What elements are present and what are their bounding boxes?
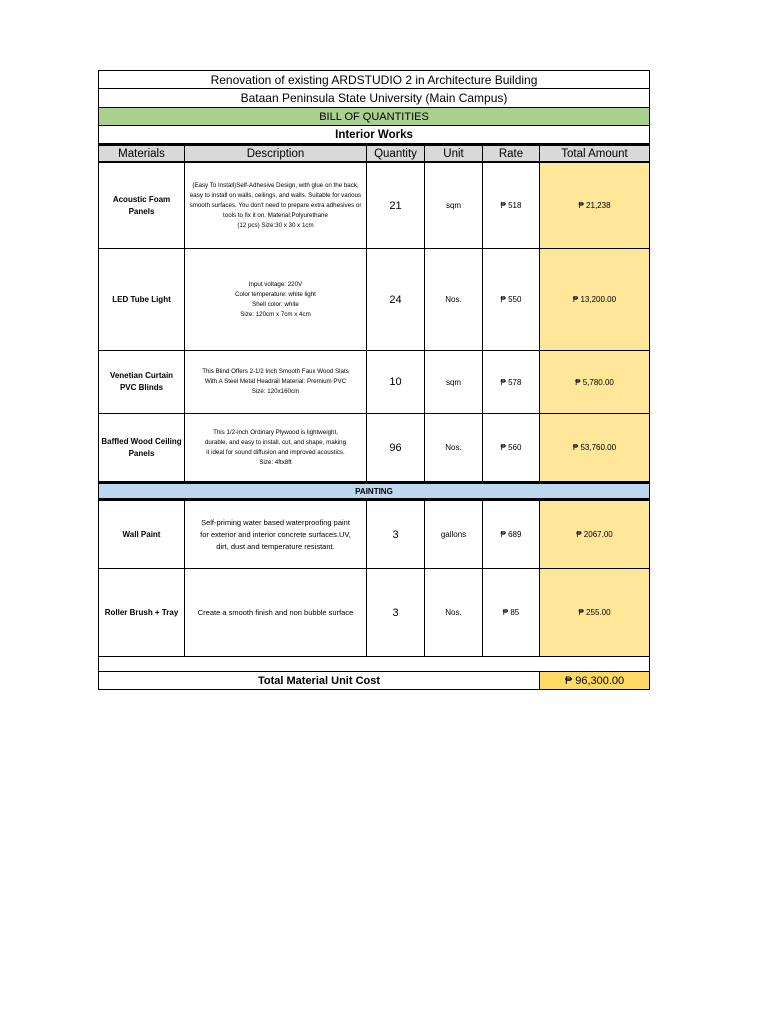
blank-row — [98, 657, 650, 672]
description-line: tools to fix it on. Material:Polyurethane — [223, 211, 328, 219]
material-name: Roller Brush + Tray — [99, 569, 185, 656]
description-line: smooth surfaces. You don't need to prepare extra adhesives or — [189, 201, 362, 209]
total-amount-value: ₱ 255.00 — [540, 569, 649, 656]
boq-row — [98, 108, 650, 126]
quantity-value: 3 — [367, 501, 425, 568]
total-row — [98, 672, 650, 690]
material-name: Wall Paint — [99, 501, 185, 568]
material-description — [185, 249, 367, 350]
rate-value: ₱ 560 — [483, 414, 540, 481]
total-amount-value: ₱ 5,780.00 — [540, 351, 649, 413]
quantity-value: 10 — [367, 351, 425, 413]
material-description — [185, 351, 367, 413]
section-row — [98, 126, 650, 144]
material-description — [185, 163, 367, 248]
quantity-value: 24 — [367, 249, 425, 350]
description-line: easy to install on walls, ceilings, and walls. Suitable for various — [189, 191, 362, 199]
total-amount-value: ₱ 53,760.00 — [540, 414, 649, 481]
unit-value: sqm — [425, 351, 483, 413]
header-unit: Unit — [425, 146, 483, 161]
description-line: dirt, dust and temperature resistant. — [216, 541, 335, 551]
section-heading: Interior Works — [335, 128, 413, 141]
title-row — [98, 70, 650, 89]
description-line: (12 pcs) Size:30 x 30 x 1cm — [237, 221, 314, 229]
rate-value: ₱ 578 — [483, 351, 540, 413]
header-description: Description — [185, 146, 367, 161]
description-line: (Easy To Install)Self-Adhesive Design, with glue on the back, — [192, 181, 359, 189]
description-line: This Blind Offers 2-1/2 Inch Smooth Faux Wood Slats — [202, 368, 349, 375]
column-header-row — [98, 144, 650, 163]
description-line: Size: 4ftx8ft — [259, 458, 292, 466]
total-amount-value: ₱ 2067.00 — [540, 501, 649, 568]
rate-value: ₱ 689 — [483, 501, 540, 568]
description-line: for exterior and interior concrete surfaces.UV, — [200, 529, 351, 539]
unit-value: Nos. — [425, 569, 483, 656]
description-line: With A Steel Metal Headrail Material: Premium PVC — [204, 378, 347, 385]
material-description — [185, 569, 367, 656]
rate-value: ₱ 85 — [483, 569, 540, 656]
painting-heading: PAINTING — [99, 482, 649, 500]
table-row — [98, 569, 650, 657]
material-description — [185, 414, 367, 481]
material-description — [185, 501, 367, 568]
material-name: LED Tube Light — [99, 249, 185, 350]
description-line: Self-priming water based waterproofing paint — [201, 517, 350, 527]
unit-value: Nos. — [425, 414, 483, 481]
table-row — [98, 501, 650, 569]
description-line: Shell color: white — [252, 300, 299, 308]
material-name: Acoustic Foam Panels — [99, 163, 185, 248]
quantity-value: 96 — [367, 414, 425, 481]
description-line: This 1/2-inch Ordinary Plywood is lightweight, — [213, 428, 338, 436]
header-rate: Rate — [483, 146, 540, 161]
quantity-value: 3 — [367, 569, 425, 656]
description-line: Create a smooth finish and non bubble surface — [197, 607, 354, 617]
table-row — [98, 163, 650, 249]
unit-value: gallons — [425, 501, 483, 568]
sheet-subtitle: Bataan Peninsula State University (Main Campus) — [240, 91, 508, 105]
rate-value: ₱ 550 — [483, 249, 540, 350]
table-row — [98, 249, 650, 351]
material-name: Venetian Curtain PVC Blinds — [99, 351, 185, 413]
table-row — [98, 414, 650, 482]
bill-of-quantities-sheet — [98, 70, 650, 690]
total-amount-value: ₱ 21,238 — [540, 163, 649, 248]
unit-value: Nos. — [425, 249, 483, 350]
header-total-amount: Total Amount — [540, 146, 649, 161]
total-label: Total Material Unit Cost — [99, 672, 540, 689]
material-name: Baffled Wood Ceiling Panels — [99, 414, 185, 481]
quantity-value: 21 — [367, 163, 425, 248]
header-materials: Materials — [99, 146, 185, 161]
description-line: Color temperature: white light — [235, 290, 316, 298]
sheet-title: Renovation of existing ARDSTUDIO 2 in Architecture Building — [210, 72, 538, 87]
header-quantity: Quantity — [367, 146, 425, 161]
total-amount-value: ₱ 13,200.00 — [540, 249, 649, 350]
unit-value: sqm — [425, 163, 483, 248]
table-row — [98, 351, 650, 414]
description-line: Size: 120cm x 7cm x 4cm — [240, 310, 311, 318]
description-line: durable, and easy to install, cut, and shape, making — [204, 438, 347, 446]
painting-section-row — [98, 482, 650, 501]
description-line: it ideal for sound diffusion and improved acoustics. — [206, 448, 345, 456]
description-line: Size: 120x160cm — [251, 388, 300, 395]
subtitle-row — [98, 89, 650, 108]
description-line: Input voltage: 220V — [248, 280, 303, 288]
total-value: ₱ 96,300.00 — [540, 672, 649, 689]
rate-value: ₱ 518 — [483, 163, 540, 248]
boq-heading: BILL OF QUANTITIES — [99, 108, 649, 125]
